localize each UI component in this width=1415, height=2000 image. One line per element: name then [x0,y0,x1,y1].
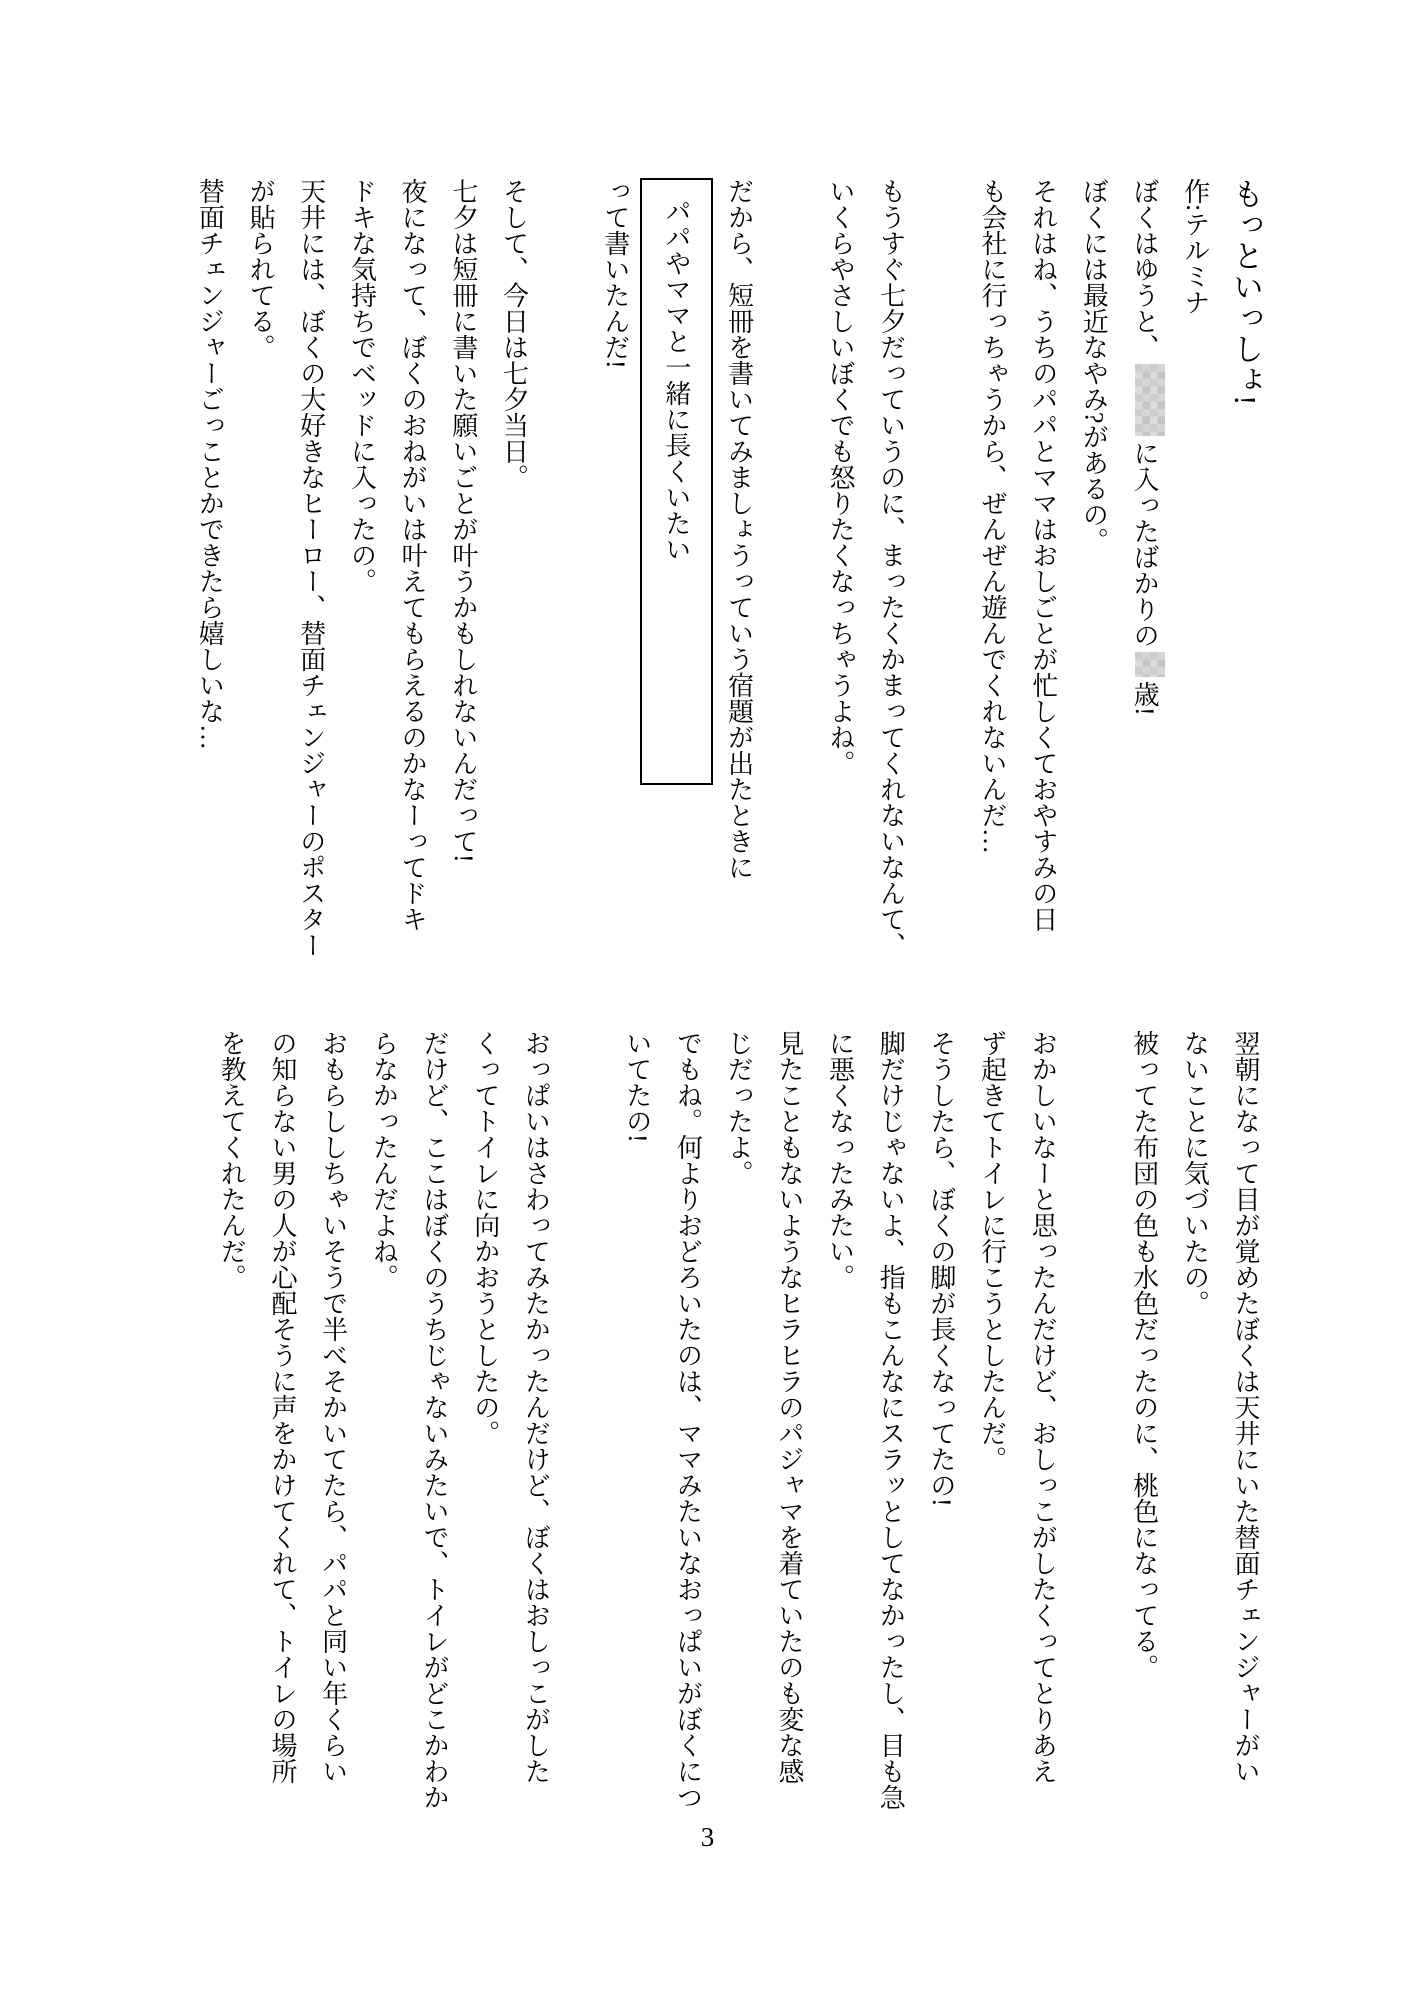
story-top-block [184,178,1270,1000]
story-line: が貼られてる。 [246,178,276,360]
story-line: らなかったんだよね。 [369,1030,399,1290]
story-line: そうしたら、ぼくの脚が長くなってたの! [926,1030,956,1507]
story-line: 夜になって、ぼくのおねがいは叶えてもらえるのかなーってドキ [398,178,428,932]
story-line: 替面チェンジャーごっことかできたら嬉しいな… [195,178,225,750]
column-gap [1067,1030,1118,1852]
story-line: 天井には、ぼくの大好きなヒーロー、替面チェンジャーのポスター [296,178,326,958]
story-line: ないことに気づいたの。 [1180,1030,1210,1316]
story-line: 七夕は短冊に書いた願いごとが叶うかもしれないんだって! [448,178,478,863]
column-gap [539,178,590,1000]
story-line: 翌朝になって目が覚めたぼくは天井にいた替面チェンジャーがい [1231,1030,1260,1784]
story-line: って書いたんだ! [600,178,630,369]
intro-text-b: に入ったばかりの [1130,440,1160,648]
story-line: でもね。何よりおどろいたのは、ママみたいなおっぱいがぼくにつ [673,1030,703,1810]
story-line: 被ってた布団の色も水色だったのに、桃色になってる。 [1129,1030,1159,1680]
page-number: 3 [700,1822,715,1852]
censor-mosaic-small [1135,652,1165,677]
story-line: じだったよ。 [724,1030,754,1186]
story-line: だから、短冊を書いてみましょうっていう宿題が出たときに [724,178,754,880]
story-bottom-block [206,1030,1270,1852]
tanzaku-wish-line [640,178,713,1000]
story-line: 脚だけじゃないよ、指もこんなにスラッとしてなかったし、目も急 [876,1030,906,1810]
intro-text-a: ぼくはゆうと、 [1130,178,1160,360]
story-line: 見たこともないようなヒラヒラのパジャマを着ていたのも変な感 [774,1030,804,1784]
story-line: くってトイレに向かおうとしたの。 [470,1030,500,1446]
story-title: もっといっしょ! [1228,178,1263,406]
story-line-intro [1118,178,1169,1000]
story-line: も会社に行っちゃうから、ぜんぜん遊んでくれないんだ… [978,178,1008,854]
story-line: もうすぐ七夕だっていうのに、まったくかまってくれないなんて、 [876,178,906,958]
story-line: ドキな気持ちでベッドに入ったの。 [347,178,377,594]
story-line: ず起きてトイレに行こうとしたんだ。 [977,1030,1007,1472]
column-gap [560,1030,611,1852]
story-line: いくらやさしいぼくでも怒りたくなっちゃうよね。 [825,178,855,776]
story-line: を教えてくれたんだ。 [217,1030,247,1290]
story-line: ぼくには最近なやみ?があるの。 [1079,178,1109,554]
story-line: そして、今日は七夕当日。 [499,178,529,490]
story-author: 作:テルミナ [1180,178,1210,316]
story-line: だけど、ここはぼくのうちじゃないみたいで、トイレがどこかわか [420,1030,449,1810]
story-line: に悪くなったみたい。 [825,1030,855,1290]
story-line: それはね、うちのパパとママはおしごとが忙しくておやすみの日 [1028,178,1058,932]
column-gap [764,178,815,1000]
intro-text-c: 歳! [1130,681,1160,716]
tanzaku-wish-text: パパやママと一緒に長くいたい [661,198,691,562]
column-gap [916,178,967,1000]
story-line: おもらししちゃいそうで半べそかいてたら、パパと同い年くらい [318,1030,348,1784]
story-line: おかしいなーと思ったんだけど、おしっこがしたくってとりあえ [1028,1030,1058,1784]
tanzaku-box [640,178,713,785]
story-line: の知らない男の人が心配そうに声をかけてくれて、トイレの場所 [267,1030,297,1784]
censor-mosaic-large [1135,364,1165,436]
story-line: いてたの! [622,1030,652,1143]
story-line: おっぱいはさわってみたかったんだけど、ぼくはおしっこがした [521,1030,551,1784]
